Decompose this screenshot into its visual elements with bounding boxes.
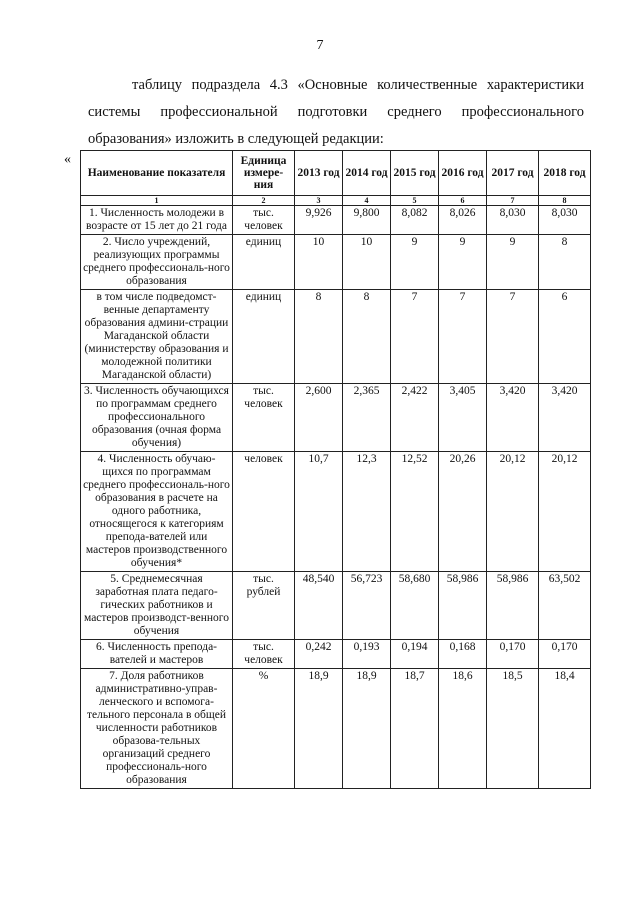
value-cell: 10 xyxy=(343,235,391,290)
value-cell: 2,365 xyxy=(343,384,391,452)
value-cell: 7 xyxy=(487,290,539,384)
unit-cell: единиц xyxy=(233,235,295,290)
table-row xyxy=(81,669,591,789)
header-year-2018: 2018 год xyxy=(539,151,591,196)
value-cell: 18,6 xyxy=(439,669,487,789)
table-row xyxy=(81,206,591,235)
value-cell: 8,082 xyxy=(391,206,439,235)
table-row xyxy=(81,290,591,384)
unit-cell: тыс. человек xyxy=(233,206,295,235)
unit-cell: единиц xyxy=(233,290,295,384)
value-cell: 58,986 xyxy=(487,572,539,640)
value-cell: 9 xyxy=(487,235,539,290)
column-number: 5 xyxy=(391,196,439,206)
value-cell: 9,800 xyxy=(343,206,391,235)
indicator-name: 2. Число учреждений, реализующих программы среднего профессиональ-ного образования xyxy=(81,235,233,290)
unit-cell: человек xyxy=(233,452,295,572)
indicator-name: 1. Численность молодежи в возрасте от 15 лет до 21 года xyxy=(81,206,233,235)
value-cell: 9,926 xyxy=(295,206,343,235)
value-cell: 18,9 xyxy=(295,669,343,789)
indicator-name: 6. Численность препода-вателей и мастеров xyxy=(81,640,233,669)
table-row xyxy=(81,452,591,572)
intro-text: таблицу подраздела 4.3 «Основные количественные характеристики системы профессиональной подготовки среднего профессионального образования» изложить в следующей редакции: xyxy=(88,77,584,147)
value-cell: 0,194 xyxy=(391,640,439,669)
value-cell: 58,986 xyxy=(439,572,487,640)
column-number: 7 xyxy=(487,196,539,206)
column-numbers-row xyxy=(81,196,591,206)
unit-cell: % xyxy=(233,669,295,789)
value-cell: 9 xyxy=(391,235,439,290)
indicator-name: 7. Доля работников административно-управ-ленческого и вспомога-тельного персонала в общей численности работников образова-тельных организаций среднего профессиональ-ного образования xyxy=(81,669,233,789)
value-cell: 8 xyxy=(343,290,391,384)
value-cell: 3,420 xyxy=(539,384,591,452)
unit-cell: тыс. человек xyxy=(233,640,295,669)
value-cell: 2,600 xyxy=(295,384,343,452)
unit-cell: тыс. человек xyxy=(233,384,295,452)
indicator-name: 3. Численность обучающихся по программам среднего профессионального образования (очная форма обучения) xyxy=(81,384,233,452)
table-row xyxy=(81,384,591,452)
column-number: 4 xyxy=(343,196,391,206)
value-cell: 18,4 xyxy=(539,669,591,789)
column-number: 2 xyxy=(233,196,295,206)
column-number: 8 xyxy=(539,196,591,206)
indicator-name: 4. Численность обучаю-щихся по программам среднего профессиональ-ного образования в расчете на одного работника, относящегося к категориям препода-вателей или мастеров производственного обучения* xyxy=(81,452,233,572)
value-cell: 3,420 xyxy=(487,384,539,452)
table-row xyxy=(81,640,591,669)
value-cell: 58,680 xyxy=(391,572,439,640)
value-cell: 8,030 xyxy=(539,206,591,235)
value-cell: 18,5 xyxy=(487,669,539,789)
header-year-2017: 2017 год xyxy=(487,151,539,196)
header-indicator: Наименование показателя xyxy=(81,151,233,196)
intro-paragraph xyxy=(88,72,584,153)
value-cell: 0,170 xyxy=(539,640,591,669)
table-row xyxy=(81,572,591,640)
value-cell: 20,26 xyxy=(439,452,487,572)
value-cell: 7 xyxy=(439,290,487,384)
header-year-2015: 2015 год xyxy=(391,151,439,196)
value-cell: 8,030 xyxy=(487,206,539,235)
indicator-name: в том числе подведомст-венные департаменту образования админи-страции Магаданской области (министерству образования и молодежной политики Магаданской области) xyxy=(81,290,233,384)
value-cell: 48,540 xyxy=(295,572,343,640)
value-cell: 20,12 xyxy=(487,452,539,572)
value-cell: 12,52 xyxy=(391,452,439,572)
value-cell: 63,502 xyxy=(539,572,591,640)
header-unit: Единица измере-ния xyxy=(233,151,295,196)
column-number: 1 xyxy=(81,196,233,206)
unit-cell: тыс. рублей xyxy=(233,572,295,640)
value-cell: 56,723 xyxy=(343,572,391,640)
header-year-2016: 2016 год xyxy=(439,151,487,196)
value-cell: 8 xyxy=(539,235,591,290)
value-cell: 18,7 xyxy=(391,669,439,789)
value-cell: 2,422 xyxy=(391,384,439,452)
value-cell: 8 xyxy=(295,290,343,384)
value-cell: 0,193 xyxy=(343,640,391,669)
value-cell: 10 xyxy=(295,235,343,290)
value-cell: 0,170 xyxy=(487,640,539,669)
value-cell: 10,7 xyxy=(295,452,343,572)
value-cell: 0,242 xyxy=(295,640,343,669)
indicators-table xyxy=(80,150,591,789)
value-cell: 0,168 xyxy=(439,640,487,669)
value-cell: 7 xyxy=(391,290,439,384)
header-year-2013: 2013 год xyxy=(295,151,343,196)
header-year-2014: 2014 год xyxy=(343,151,391,196)
value-cell: 9 xyxy=(439,235,487,290)
table-header-row xyxy=(81,151,591,196)
value-cell: 8,026 xyxy=(439,206,487,235)
opening-quote-mark: « xyxy=(64,152,71,167)
table-row xyxy=(81,235,591,290)
page-number: 7 xyxy=(316,38,324,53)
column-number: 6 xyxy=(439,196,487,206)
indicator-name: 5. Среднемесячная заработная плата педаго-гических работников и мастеров производст-венного обучения xyxy=(81,572,233,640)
column-number: 3 xyxy=(295,196,343,206)
value-cell: 18,9 xyxy=(343,669,391,789)
value-cell: 20,12 xyxy=(539,452,591,572)
value-cell: 6 xyxy=(539,290,591,384)
value-cell: 12,3 xyxy=(343,452,391,572)
value-cell: 3,405 xyxy=(439,384,487,452)
